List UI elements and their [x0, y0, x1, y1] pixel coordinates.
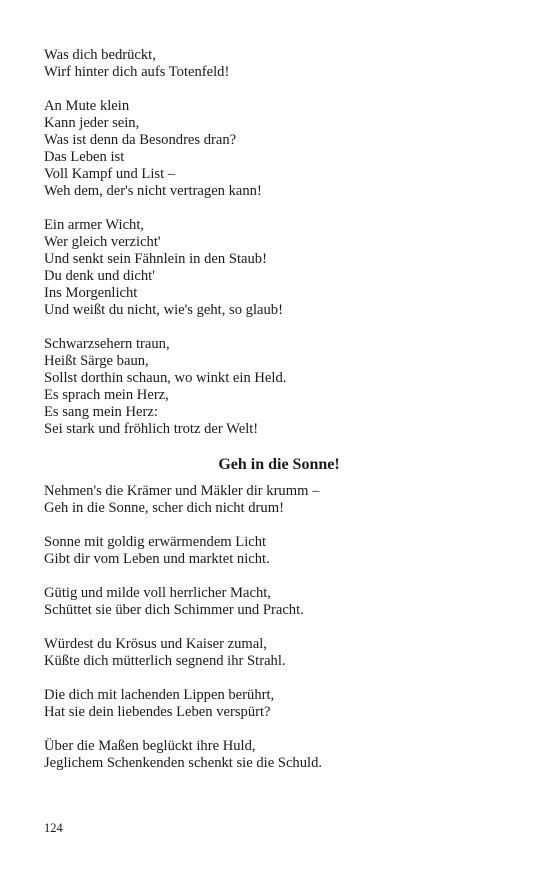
- stanza: [44, 217, 514, 319]
- verse-line: Wirf hinter dich aufs Totenfeld!: [44, 64, 230, 80]
- poem-continued: [44, 47, 514, 438]
- stanza: [44, 585, 514, 619]
- verse-line: Und senkt sein Fähnlein in den Staub!: [44, 251, 267, 267]
- verse-line: Geh in die Sonne, scher dich nicht drum!: [44, 500, 284, 516]
- verse-line: Schwarzsehern traun,: [44, 336, 170, 352]
- verse-line: Über die Maßen beglückt ihre Huld,: [44, 738, 256, 754]
- stanza: [44, 336, 514, 438]
- book-page: [44, 47, 514, 789]
- verse-line: Ein armer Wicht,: [44, 217, 145, 233]
- verse-line: Die dich mit lachenden Lippen berührt,: [44, 687, 275, 703]
- verse-line: Was dich bedrückt,: [44, 47, 156, 63]
- verse-line: Wer gleich verzicht': [44, 234, 161, 250]
- stanza: [44, 687, 514, 721]
- verse-line: Weh dem, der's nicht vertragen kann!: [44, 183, 262, 199]
- poem-title: Geh in die Sonne!: [218, 456, 340, 473]
- stanza: [44, 738, 514, 772]
- verse-line: Es sang mein Herz:: [44, 404, 158, 420]
- verse-line: Ins Morgenlicht: [44, 285, 138, 301]
- verse-line: Sonne mit goldig erwärmendem Licht: [44, 534, 267, 550]
- verse-line: Und weißt du nicht, wie's geht, so glaub!: [44, 302, 283, 318]
- verse-line: Gütig und milde voll herrlicher Macht,: [44, 585, 271, 601]
- stanza: [44, 98, 514, 200]
- poem: [44, 483, 514, 772]
- verse-line: Es sprach mein Herz,: [44, 387, 169, 403]
- stanza: [44, 483, 514, 517]
- verse-line: Küßte dich mütterlich segnend ihr Strahl.: [44, 653, 286, 669]
- verse-line: Sollst dorthin schaun, wo winkt ein Held.: [44, 370, 287, 386]
- verse-line: Würdest du Krösus und Kaiser zumal,: [44, 636, 267, 652]
- verse-line: Jeglichem Schenkenden schenkt sie die Schuld.: [44, 755, 323, 771]
- verse-line: Schüttet sie über dich Schimmer und Pracht.: [44, 602, 304, 618]
- verse-line: Voll Kampf und List –: [44, 166, 176, 182]
- verse-line: Hat sie dein liebendes Leben verspürt?: [44, 704, 271, 720]
- verse-line: Kann jeder sein,: [44, 115, 140, 131]
- stanza: [44, 636, 514, 670]
- page-number: 124: [44, 821, 63, 835]
- stanza: [44, 47, 514, 81]
- verse-line: Gibt dir vom Leben und marktet nicht.: [44, 551, 270, 567]
- verse-line: Das Leben ist: [44, 149, 125, 165]
- verse-line: Was ist denn da Besondres dran?: [44, 132, 237, 148]
- verse-line: Nehmen's die Krämer und Mäkler dir krumm –: [44, 483, 320, 499]
- verse-line: Du denk und dicht': [44, 268, 155, 284]
- verse-line: Sei stark und fröhlich trotz der Welt!: [44, 421, 259, 437]
- verse-line: An Mute klein: [44, 98, 130, 114]
- verse-line: Heißt Särge baun,: [44, 353, 149, 369]
- stanza: [44, 534, 514, 568]
